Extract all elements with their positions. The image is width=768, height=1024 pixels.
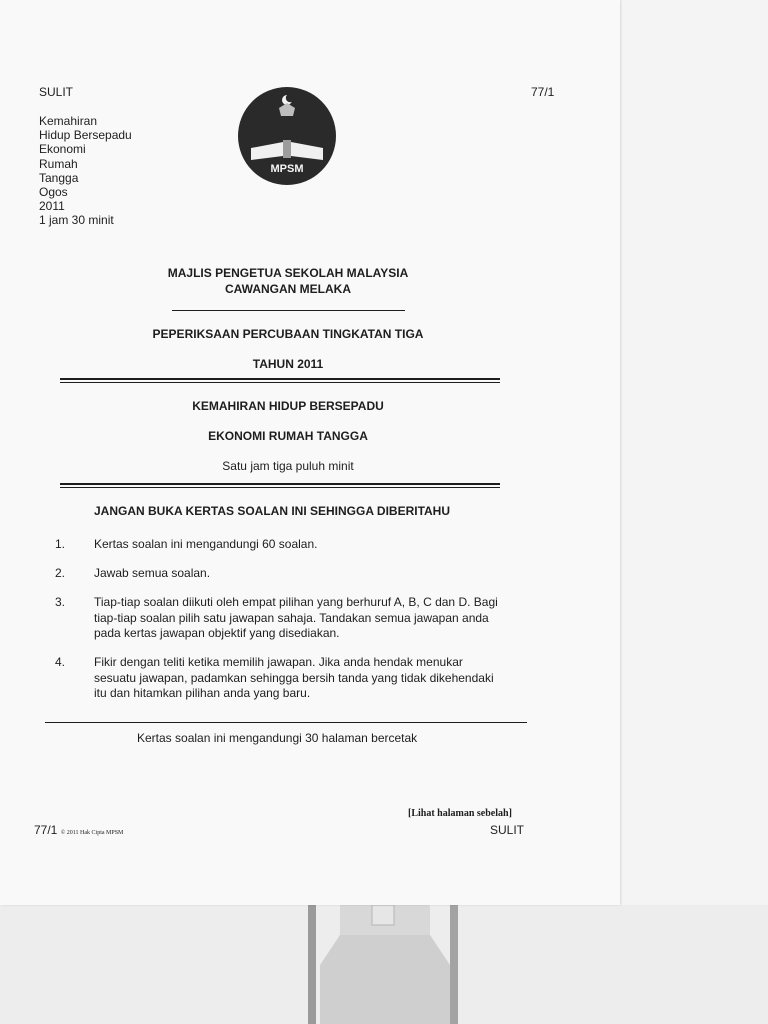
instruction-item-3	[94, 595, 498, 642]
divider	[45, 722, 527, 723]
instructions-heading: JANGAN BUKA KERTAS SOALAN INI SEHINGGA DIBERITAHU	[94, 504, 451, 518]
divider	[60, 483, 500, 485]
see-next-page: [Lihat halaman sebelah]	[408, 808, 512, 819]
background-right	[620, 0, 768, 1024]
document-stand	[300, 905, 470, 1024]
pages-note: Kertas soalan ini mengandungi 30 halaman bercetak	[137, 731, 418, 745]
subject-line: Rumah	[39, 156, 78, 171]
instruction-line: tiap-tiap soalan pilih satu jawapan sahaja. Tandakan semua jawapan anda	[94, 610, 489, 625]
subject-line: Ogos	[39, 185, 68, 200]
org-line-2: CAWANGAN MELAKA	[225, 282, 351, 296]
subject-line: Ekonomi	[39, 142, 86, 157]
item-number: 1.	[55, 537, 66, 551]
item-number: 2.	[55, 566, 66, 580]
classification-bottom: SULIT	[490, 823, 525, 837]
divider	[172, 310, 405, 311]
instruction-line: Tiap-tiap soalan diikuti oleh empat pilihan yang berhuruf A, B, C dan D. Bagi	[94, 595, 498, 609]
instruction-line: Jawab semua soalan.	[94, 566, 211, 580]
classification-top: SULIT	[39, 85, 74, 99]
mpsm-logo	[237, 86, 337, 186]
paper-code-top: 77/1	[531, 85, 555, 99]
subject-line: 2011	[39, 199, 65, 214]
duration-text: Satu jam tiga puluh minit	[222, 459, 354, 473]
subject-line: Kemahiran	[39, 114, 98, 128]
exam-title: PEPERIKSAAN PERCUBAAN TINGKATAN TIGA	[152, 327, 424, 341]
instruction-line: itu dan hitamkan pilihan anda yang baru.	[94, 686, 311, 700]
instruction-line: Fikir dengan teliti ketika memilih jawapan. Jika anda hendak menukar	[94, 655, 463, 669]
instruction-item-4	[94, 655, 494, 702]
subject-line: Hidup Bersepadu	[39, 128, 132, 143]
divider	[60, 378, 500, 380]
instruction-line: Kertas soalan ini mengandungi 60 soalan.	[94, 537, 318, 551]
instruction-line: sesuatu jawapan, padamkan sehingga bersih tanda yang tidak dikehendaki	[94, 670, 494, 685]
divider	[60, 382, 500, 383]
item-number: 4.	[55, 655, 66, 669]
subject-line: 1 jam 30 minit	[39, 213, 114, 228]
divider	[60, 487, 500, 488]
footer-paper-code: 77/1	[34, 823, 58, 837]
subject-line: Tangga	[39, 170, 79, 185]
instruction-item-1	[94, 537, 318, 553]
org-line-1: MAJLIS PENGETUA SEKOLAH MALAYSIA	[167, 266, 409, 280]
exam-year: TAHUN 2011	[252, 357, 324, 371]
subject-block	[39, 114, 132, 228]
footer-code	[34, 823, 123, 841]
instruction-item-2	[94, 566, 210, 582]
svg-text:MPSM: MPSM	[270, 163, 304, 175]
subject-title-1: KEMAHIRAN HIDUP BERSEPADU	[192, 399, 384, 413]
subject-title-2: EKONOMI RUMAH TANGGA	[208, 429, 368, 443]
copyright-notice: © 2011 Hak Cipta MPSM	[60, 830, 124, 836]
instruction-line: pada kertas jawapan objektif yang disediakan.	[94, 626, 340, 640]
item-number: 3.	[55, 595, 66, 609]
